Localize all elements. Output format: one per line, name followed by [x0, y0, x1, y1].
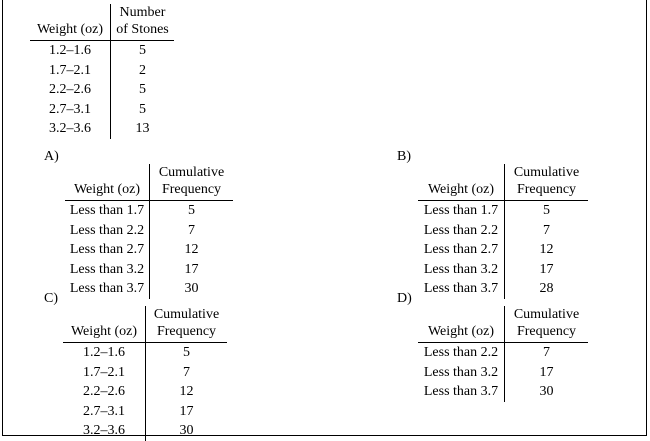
table-header [418, 164, 588, 201]
weight-cell: Less than 2.7 [69, 242, 145, 257]
column-header-frequency [149, 164, 233, 200]
header-line-1: Cumulative [513, 165, 580, 180]
table-row [418, 363, 588, 383]
frequency-cell: 12 [149, 240, 233, 260]
weight-cell: Less than 2.2 [423, 222, 499, 238]
frequency-cell: 30 [145, 421, 227, 441]
frequency-cell: 5 [145, 343, 227, 363]
column-header-weight: Weight (oz) [427, 182, 495, 197]
weight-cell: Less than 2.2 [423, 345, 499, 360]
weight-cell: 2.7–3.1 [49, 101, 91, 117]
table-row [30, 41, 174, 61]
frequency-cell: 30 [149, 279, 233, 299]
column-header-frequency [145, 306, 227, 342]
frequency-cell: 30 [504, 382, 588, 402]
table-row [30, 61, 174, 81]
table-row [30, 80, 174, 100]
weight-cell: Less than 3.7 [423, 384, 499, 399]
option-a-label[interactable]: A) [44, 149, 59, 164]
frequency-cell: 17 [504, 260, 588, 280]
weight-cell: Less than 3.2 [423, 364, 499, 380]
header-line-1: Cumulative [153, 307, 220, 322]
header-line-1: Cumulative [513, 307, 580, 322]
table-row [65, 221, 233, 241]
table-row [63, 343, 227, 363]
weight-cell: 1.7–2.1 [49, 62, 91, 78]
table-row [418, 343, 588, 363]
weight-cell: Less than 3.2 [423, 261, 499, 277]
weight-cell: 2.7–3.1 [83, 403, 125, 419]
weight-cell: Less than 3.7 [69, 281, 145, 296]
frequency-cell: 5 [110, 80, 174, 100]
frequency-cell: 17 [145, 402, 227, 422]
table-row [418, 382, 588, 402]
frequency-cell: 5 [110, 41, 174, 61]
table-row [418, 240, 588, 260]
frequency-cell: 12 [145, 382, 227, 402]
option-b-label[interactable]: B) [397, 149, 411, 164]
option-d-label[interactable]: D) [397, 291, 412, 306]
table-row [418, 260, 588, 280]
table-row [63, 382, 227, 402]
table-row [65, 279, 233, 299]
weight-cell: 2.2–2.6 [83, 384, 125, 399]
header-line-1: Number [119, 5, 166, 20]
weight-cell: 1.2–1.6 [83, 345, 125, 360]
column-header-frequency [110, 4, 174, 40]
frequency-cell: 7 [149, 221, 233, 241]
header-line-2: Frequency [516, 182, 577, 197]
table-header [65, 164, 233, 201]
weight-cell: 1.7–2.1 [83, 364, 125, 380]
frequency-cell: 2 [110, 61, 174, 81]
weight-cell: 3.2–3.6 [49, 121, 91, 136]
option-c-table [63, 306, 227, 441]
weight-cell: Less than 3.2 [69, 261, 145, 277]
frequency-cell: 17 [149, 260, 233, 280]
option-b-table [418, 164, 588, 299]
option-a-table [65, 164, 233, 299]
table-row [63, 402, 227, 422]
weight-cell: 3.2–3.6 [83, 423, 125, 438]
frequency-cell: 12 [504, 240, 588, 260]
weight-cell: Less than 2.2 [69, 222, 145, 238]
table-row [30, 119, 174, 139]
header-line-2: Frequency [516, 324, 577, 339]
table-row [418, 201, 588, 221]
frequency-table [30, 4, 174, 139]
frequency-cell: 5 [149, 201, 233, 221]
column-header-weight: Weight (oz) [427, 324, 495, 339]
table-row [418, 279, 588, 299]
frequency-cell: 28 [504, 279, 588, 299]
frequency-cell: 7 [504, 221, 588, 241]
column-header-weight: Weight (oz) [73, 182, 141, 197]
column-header-frequency [504, 164, 588, 200]
frequency-cell: 7 [145, 363, 227, 383]
weight-cell: Less than 3.7 [423, 281, 499, 296]
frequency-cell: 7 [504, 343, 588, 363]
table-row [63, 421, 227, 441]
table-row [418, 221, 588, 241]
column-header-weight: Weight (oz) [36, 22, 104, 37]
header-line-2: of Stones [116, 22, 169, 37]
frequency-cell: 5 [110, 100, 174, 120]
frequency-cell: 13 [110, 119, 174, 139]
weight-cell: Less than 2.7 [423, 242, 499, 257]
weight-cell: 2.2–2.6 [49, 82, 91, 97]
table-row [30, 100, 174, 120]
frequency-cell: 5 [504, 201, 588, 221]
table-header [63, 306, 227, 343]
option-c-label[interactable]: C) [44, 291, 58, 306]
table-header [418, 306, 588, 343]
header-line-1: Cumulative [158, 165, 225, 180]
weight-cell: 1.2–1.6 [49, 43, 91, 58]
header-line-2: Frequency [161, 182, 222, 197]
table-row [65, 260, 233, 280]
column-header-frequency [504, 306, 588, 342]
header-line-2: Frequency [156, 324, 217, 339]
option-d-table [418, 306, 588, 402]
table-header [30, 4, 174, 41]
table-row [65, 201, 233, 221]
weight-cell: Less than 1.7 [423, 203, 499, 218]
table-row [65, 240, 233, 260]
frequency-cell: 17 [504, 363, 588, 383]
table-row [63, 363, 227, 383]
column-header-weight: Weight (oz) [70, 324, 138, 339]
weight-cell: Less than 1.7 [69, 203, 145, 218]
